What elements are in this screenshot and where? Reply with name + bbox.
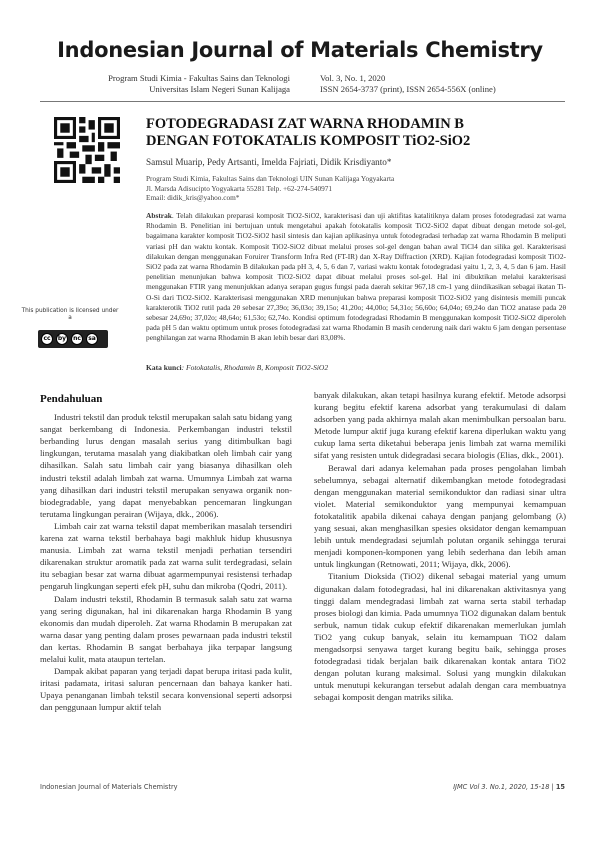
left-column [40,393,292,713]
author-email: Email: didik_kris@yahoo.com* [146,193,240,202]
journal-publisher [60,73,290,95]
paragraph: Dampak akibat paparan yang terjadi dapat berupa iritasi pada kulit, iritasi padamata, iritasi saluran pencernaan dan bahaya kanker hati. Upaya penanganan limbah tekstil secara konvensional seperti adsorpsi dan penggunaan lumpur aktif telah [40,666,292,713]
volume-info: Vol. 3, No. 1, 2020 [320,73,386,83]
keywords [146,363,328,372]
article-title-line: DENGAN FOTOKATALIS KOMPOSIT TiO2-SiO2 [146,133,471,149]
abstract-text: . Telah dilakukan preparasi komposit TiO2-SiO2, karakterisasi dan uji aktifitas katalitiknya dalam proses fotodegradasi zat warna Rhodamin B. Penelitian ini bertujuan untuk mengetahui apakah fotokatalis komposit TiO2-SiO2 dapat dibuat dengan metode sol-gel, bagaimana karakter komposit TiO2-SiO2 hasil sintesis dan kajian aplikasinya untuk fotodegradasi terhadap zat warna Rhodamin B meliputi variasi pH dan waktu kontak. Komposit TiO2-SiO2 dibuat melalui proses sol-gel dengan bahan awal TiCl4 dan silika gel. Karakterisasi dilakukan dengan menggunakan Foruirer Transform Infra Red (FT-IR) dan X-Ray Diffraction (XRD). Kajian fotodegradasi komposit TiO2-SiO2 pada zat warna Rhodamin B dilakukan pada pH 3, 4, 5, 6 dan 7, variasi waktu kontak fotodegradasi yaitu 1, 2, 3, 4, 5 dan 6 jam. Hasil penelitian menunjukan bahwa komposit TiO2-SiO2 dapat dibuat melalui proses sol-gel. Hal ini dibuktikan melalui karakterisasi menggunakan FTIR yang menunjukkan adanya serapan gugus fungsi pada daerah sekitar 967,18 cm-1 yang diindikasikan sebagai ikatan Ti-O-Si dari TiO2-SiO2. Karakterisasi menggunakan XRD menunjukan bahwa preparasi komposit TiO2-SiO2 yang disintesis memili puncak karakterotik TiO2 rutil pada 2θ sebesar 27,39o; 36,03o; 39,15o; 41,20o; 44,00o; 54,31o; 56,60o; 64,04o; 69,24o dan TiO2 anatase pada 2θ sebesar 24,69o; 37,02o; 48,64o; 61,53o; 62,74o. Kondisi optimum fotodegradasi Rhodamin B menggunakan komposit TiO2-SiO2 diperoleh pada pH 5 dan waktu optimum untuk proses fotodegradasi zat warna Rhodamin B masih cenderung naik dari waktu 6 jam dengan persentase penghilangan zat warna Rhodamin B akan lebih besar dari 83,08%. [146,211,566,343]
publisher-line: Universitas Islam Negeri Sunan Kalijaga [149,84,290,94]
affiliation [146,174,394,203]
paragraph: Dalam industri tekstil, Rhodamin B termasuk salah satu zat warna yang sering digunakan, hal ini dikarenakan harga Rhodamin B yang ekonomis dan mudah diperoleh. Zat warna Rhodamin B merupakan zat warna dasar yang penting dalam proses pewarnaan pada industri tekstil dan kertas. Rhodamin B sangat berbahaya jika terpapar langsung melalui kulit, mata ataupun tertelan. [40,593,292,664]
license-text: This publication is licensed under a [21,308,119,321]
qr-code-icon [54,117,120,183]
cc-icon: cc [41,333,53,345]
journal-title: Indonesian Journal of Materials Chemistry [57,38,543,62]
nc-icon: nc [71,333,83,345]
paragraph: banyak dilakukan, akan tetapi hasilnya kurang efektif. Metode adsorpsi kurang begitu efektif karena adsorbat yang terakumulasi di dalam adsorben yang pada akhirnya malah akan menimbulkan persoalan baru. Metode lumpur aktif juga kurang efektif karena diperlukan waktu yang cukup lama serta diketahui beberapa jenis limbah zat warna memiliki sifat yang resisten untuk didegradasi secara biologis (Elias, dkk., 2001). [314,390,566,461]
affiliation-address: Jl. Marsda Adisucipto Yogyakarta 55281 Telp. +62-274-540971 [146,183,333,193]
abstract [146,211,566,344]
footer-journal-name: Indonesian Journal of Materials Chemistry [40,783,178,791]
right-column [314,389,566,703]
paragraph: Berawal dari adanya kelemahan pada proses pengolahan limbah sebelumnya, sebagai alternatif dikembangkan metode fotodegradasi dengan menggunakan material semikonduktor dan radiasi sinar ultra violet. Material semikonduktor yang mempunyai kemampuan fotokatalitik apabila dikenai cahaya dengan panjang gelombang (λ) yang sesuai, akan menghasilkan spesies oksidator dengan kemampuan lebih untuk mendegradasi sejumlah polutan organik sehingga terurai menjadi komponen-komponen yang lebih sederhana dan lebih aman untuk lingkungan (Retnowati, 2011; Wijaya, dkk, 2006). [314,462,566,570]
article-title-line: FOTODEGRADASI ZAT WARNA RHODAMIN B [146,116,464,132]
paragraph: Industri tekstil dan produk tekstil merupakan salah satu bidang yang sangat berkembang di Indonesia. Perkembangan industri tekstil berbanding lurus dengan masalah serius yang ditimbulkan bagi lingkungan, terutama masalah yang diakibatkan oleh limbah cair yang dihasilkan. Salah satu limbah cair yang biasanya dihasilkan oleh industri tekstil adalah limbah zat warna. Umumnya Limbah zat warna yang dihasilkan dari industri tekstil merupakan senyawa organik non-biodegradable, yang dapat menyebabkan pencemaran lingkungan terutama lingkungan perairan (Wijaya, dkk., 2006). [40,412,292,519]
header-divider [40,101,565,102]
publisher-line: Program Studi Kimia - Fakultas Sains dan Teknologi [108,73,290,83]
keywords-text: : Fotokatalis, Rhodamin B, Komposit TiO2-SiO2 [181,363,329,372]
article-title [146,116,566,150]
abstract-label: Abstrak [146,211,172,220]
page-number: 15 [555,783,565,791]
cc-license-badge-icon[interactable] [38,330,108,348]
authors: Samsul Muarip, Pedy Artsanti, Imelda Fajriati, Didik Krisdiyanto* [146,157,392,167]
journal-issue-info [320,73,580,95]
affiliation-institution: Program Studi Kimia, Fakultas Sains dan Teknologi UIN Sunan Kalijaga Yogyakarta [146,174,395,183]
footer-citation-text: IJMC Vol 3. No.1, 2020, 15-18 | [453,783,556,791]
footer-citation [453,783,565,791]
keywords-label: Kata kunci [146,363,182,372]
sa-icon: sa [86,333,98,345]
issn-info: ISSN 2654-3737 (print), ISSN 2654-556X (online) [320,84,496,94]
by-icon: by [56,333,68,345]
paragraph: Titanium Dioksida (TiO2) dikenal sebagai material yang umum digunakan dalam fotodegradasi, hal ini dikarenakan aktivitasnya yang tinggi dalam mendegradasi limbah zat warna serta stabil terhadap proses biologi dan kimia. Pada umumnya TiO2 digunakan dalam bentuk serbuk, namun tidak cukup efektif dikarenakan memerlukan jumlah TiO2 yang cukup banyak, selain itu kemampuan TiO2 dalam mengadsorpsi senyawa target kurang begitu baik, sehingga proses fotodegradasi tidak berjalan baik dikarenakan kontak antara TiO2 dengan polutan kurang maksimal. Solusi yang mungkin dilakukan untuk menutupi kekurangan tersebut adalah dengan cara membuatnya sebagai komposit dengan matriks silika. [314,571,566,703]
paragraph: Limbah cair zat warna tekstil dapat memberikan masalah tersendiri karena zat warna tekstil berbahaya bagi makhluk hidup khususnya manusia. Limbah zat warna tekstil menjadi perhatian tersendiri dikarenakan struktur aromatik pada zat warna sulit terdegradasi, selain itu sebagian besar zat warna dibuat agarmempunyai resistensi terhadap pengaruh lingkungan seperti efek pH, suhu dan mikroba (Qodri, 2011). [40,520,292,592]
section-heading: Pendahuluan [40,393,103,405]
